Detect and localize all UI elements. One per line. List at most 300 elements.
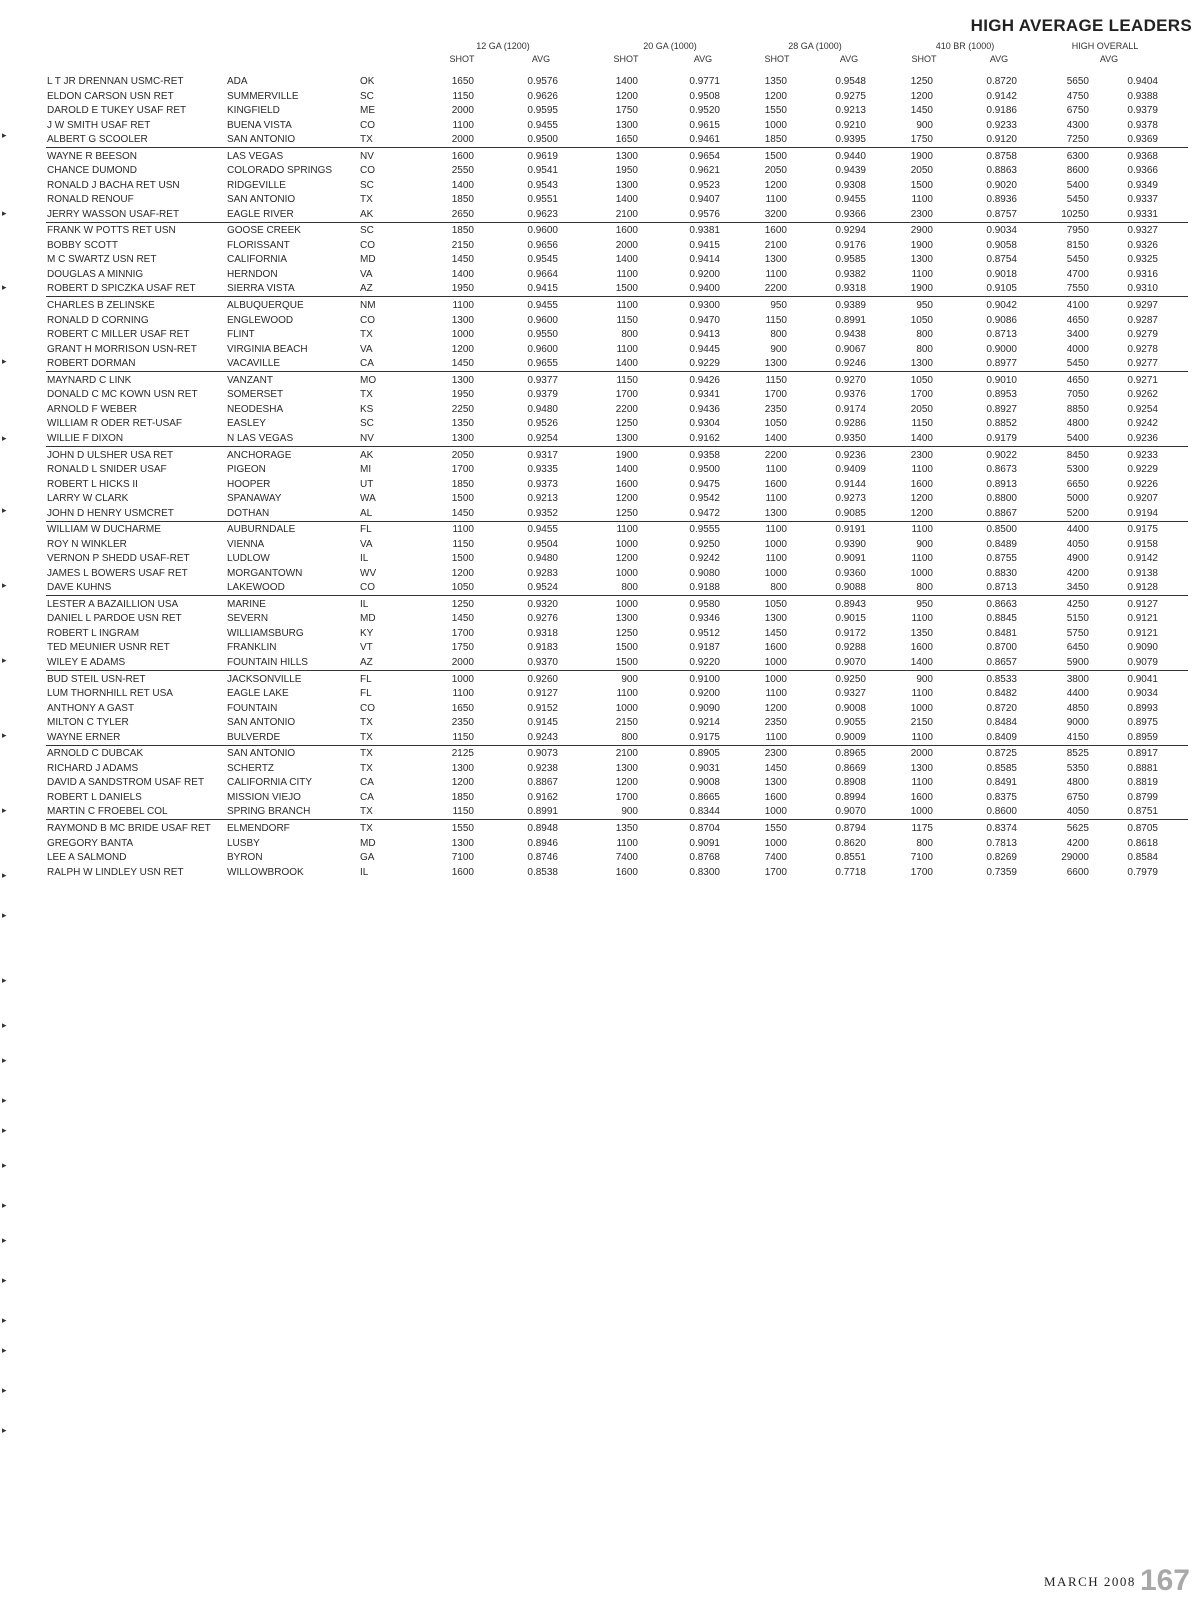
410br-avg-cell: 0.9034 — [986, 225, 1017, 237]
gauge-header: 28 GA (1000) — [788, 41, 842, 51]
12ga-avg-cell: 0.9335 — [527, 464, 558, 475]
shooter-name-cell: M C SWARTZ USN RET — [47, 254, 157, 266]
city-cell: VANZANT — [227, 374, 273, 386]
gauge-header: 410 BR (1000) — [935, 41, 995, 51]
410br-shot-cell: 1450 — [910, 105, 933, 116]
shooter-name-cell: WILEY E ADAMS — [47, 656, 126, 668]
410br-shot-cell: 1900 — [910, 239, 933, 251]
12ga-shot-cell: 2650 — [451, 208, 474, 220]
28ga-shot-cell: 1500 — [764, 150, 787, 162]
12ga-avg-cell: 0.9377 — [527, 374, 558, 386]
12ga-shot-cell: 1650 — [451, 76, 474, 87]
overall-avg-cell: 0.9121 — [1127, 613, 1158, 625]
20ga-avg-cell: 0.9229 — [689, 358, 720, 370]
20ga-avg-cell: 0.9436 — [689, 403, 720, 415]
12ga-avg-cell: 0.9145 — [527, 717, 558, 729]
city-cell: BYRON — [227, 852, 263, 863]
12ga-shot-cell: 1600 — [451, 150, 474, 162]
state-cell: ME — [360, 105, 375, 116]
shooter-name-cell: ROBERT D SPICZKA USAF RET — [47, 283, 196, 295]
28ga-shot-cell: 800 — [770, 329, 787, 341]
28ga-avg-cell: 0.9210 — [835, 119, 866, 131]
28ga-shot-cell: 1100 — [765, 268, 787, 280]
overall-avg-cell: 0.9127 — [1127, 598, 1158, 610]
28ga-avg-cell: 0.9327 — [835, 688, 866, 700]
state-cell: NM — [360, 300, 376, 312]
12ga-avg-cell: 0.9152 — [527, 702, 558, 714]
12ga-shot-cell: 1300 — [451, 762, 474, 774]
subheader: AVG — [531, 54, 551, 64]
410br-avg-cell: 0.9179 — [986, 432, 1017, 444]
state-cell: VA — [360, 538, 373, 550]
shooter-name-cell: MAYNARD C LINK — [47, 374, 132, 386]
20ga-avg-cell: 0.9576 — [689, 208, 720, 220]
group-divider — [46, 521, 1188, 522]
shooter-name-cell: MILTON C TYLER — [47, 717, 129, 729]
margin-tick: ▸ — [2, 975, 7, 985]
shooter-name-cell: WAYNE R BEESON — [47, 150, 138, 162]
overall-shot-cell: 9000 — [1066, 717, 1089, 729]
410br-avg-cell: 0.9022 — [986, 449, 1017, 461]
410br-avg-cell: 0.8482 — [986, 688, 1017, 700]
410br-shot-cell: 1200 — [910, 90, 933, 102]
28ga-avg-cell: 0.9088 — [835, 582, 866, 594]
state-cell: IL — [360, 598, 369, 610]
12ga-avg-cell: 0.9600 — [527, 314, 558, 326]
12ga-avg-cell: 0.9276 — [527, 613, 558, 625]
city-cell: ANCHORAGE — [227, 449, 292, 461]
state-cell: SC — [360, 225, 374, 237]
410br-avg-cell: 0.8481 — [986, 627, 1017, 639]
state-cell: WA — [360, 493, 376, 504]
28ga-avg-cell: 0.9067 — [835, 343, 866, 355]
28ga-avg-cell: 0.8551 — [835, 852, 866, 863]
20ga-shot-cell: 1650 — [615, 134, 638, 145]
28ga-avg-cell: 0.9308 — [835, 179, 866, 191]
overall-shot-cell: 4050 — [1066, 538, 1089, 550]
12ga-avg-cell: 0.8991 — [527, 806, 558, 818]
12ga-shot-cell: 1650 — [451, 702, 474, 714]
12ga-shot-cell: 1850 — [451, 478, 474, 490]
20ga-shot-cell: 1600 — [615, 478, 638, 490]
20ga-avg-cell: 0.9400 — [689, 283, 720, 295]
margin-tick: ▸ — [2, 433, 7, 443]
20ga-avg-cell: 0.9542 — [689, 493, 720, 504]
shooter-name-cell: ANTHONY A GAST — [47, 702, 135, 714]
12ga-shot-cell: 1500 — [451, 553, 474, 565]
12ga-avg-cell: 0.9455 — [527, 119, 558, 131]
city-cell: EASLEY — [227, 418, 266, 430]
overall-avg-cell: 0.9079 — [1127, 656, 1158, 668]
overall-avg-cell: 0.9325 — [1127, 254, 1158, 266]
state-cell: MD — [360, 613, 376, 625]
410br-shot-cell: 1200 — [910, 507, 933, 519]
20ga-avg-cell: 0.9031 — [689, 762, 720, 774]
group-divider — [46, 819, 1188, 820]
margin-tick: ▸ — [2, 1200, 7, 1210]
overall-shot-cell: 6600 — [1066, 866, 1089, 878]
28ga-shot-cell: 1600 — [764, 791, 787, 803]
28ga-shot-cell: 1300 — [764, 613, 787, 625]
overall-shot-cell: 8525 — [1066, 748, 1089, 760]
410br-avg-cell: 0.9042 — [986, 300, 1017, 312]
28ga-shot-cell: 2100 — [764, 239, 787, 251]
12ga-shot-cell: 2550 — [451, 165, 474, 177]
20ga-avg-cell: 0.9500 — [689, 464, 720, 475]
state-cell: OK — [360, 76, 375, 87]
shooter-name-cell: TED MEUNIER USNR RET — [47, 642, 170, 654]
overall-shot-cell: 6300 — [1066, 150, 1089, 162]
city-cell: VACAVILLE — [227, 358, 280, 370]
group-divider — [46, 670, 1188, 671]
overall-avg-cell: 0.9142 — [1127, 553, 1158, 565]
20ga-avg-cell: 0.9250 — [689, 538, 720, 550]
overall-avg-cell: 0.8917 — [1127, 748, 1158, 760]
20ga-avg-cell: 0.9414 — [689, 254, 720, 266]
city-cell: EAGLE LAKE — [227, 688, 289, 700]
12ga-avg-cell: 0.9260 — [527, 673, 558, 685]
city-cell: FRANKLIN — [227, 642, 277, 654]
overall-avg-cell: 0.9326 — [1127, 239, 1158, 251]
shooter-name-cell: DAVE KUHNS — [47, 582, 112, 594]
410br-shot-cell: 2050 — [910, 165, 933, 177]
410br-shot-cell: 900 — [916, 119, 933, 131]
state-cell: CA — [360, 358, 374, 370]
city-cell: WILLOWBROOK — [227, 866, 304, 878]
overall-shot-cell: 5400 — [1066, 179, 1089, 191]
city-cell: LAKEWOOD — [227, 582, 285, 594]
20ga-avg-cell: 0.9090 — [689, 702, 720, 714]
city-cell: SEVERN — [227, 613, 269, 625]
28ga-avg-cell: 0.9350 — [835, 432, 866, 444]
overall-shot-cell: 4650 — [1066, 374, 1089, 386]
subheader: AVG — [989, 54, 1009, 64]
12ga-shot-cell: 1450 — [451, 358, 474, 370]
28ga-avg-cell: 0.8991 — [835, 314, 866, 326]
410br-avg-cell: 0.7813 — [986, 837, 1017, 849]
12ga-shot-cell: 2350 — [451, 717, 474, 729]
28ga-avg-cell: 0.9585 — [835, 254, 866, 266]
20ga-shot-cell: 800 — [621, 329, 638, 341]
overall-avg-cell: 0.9138 — [1127, 567, 1158, 579]
overall-shot-cell: 6750 — [1066, 791, 1089, 803]
city-cell: SOMERSET — [227, 389, 284, 401]
margin-tick: ▸ — [2, 356, 7, 366]
shooter-name-cell: L T JR DRENNAN USMC-RET — [47, 76, 184, 87]
28ga-shot-cell: 1000 — [764, 538, 787, 550]
20ga-avg-cell: 0.9188 — [689, 582, 720, 594]
overall-avg-cell: 0.9262 — [1127, 389, 1158, 401]
overall-avg-cell: 0.9337 — [1127, 194, 1158, 206]
12ga-avg-cell: 0.9073 — [527, 748, 558, 760]
state-cell: KS — [360, 403, 374, 415]
margin-tick: ▸ — [2, 580, 7, 590]
city-cell: WILLIAMSBURG — [227, 627, 304, 639]
overall-avg-cell: 0.9271 — [1127, 374, 1158, 386]
margin-tick: ▸ — [2, 1160, 7, 1170]
margin-tick: ▸ — [2, 1055, 7, 1065]
overall-avg-cell: 0.9369 — [1127, 134, 1158, 145]
overall-avg-cell: 0.9316 — [1127, 268, 1158, 280]
overall-avg-cell: 0.8993 — [1127, 702, 1158, 714]
margin-tick: ▸ — [2, 1345, 7, 1355]
12ga-avg-cell: 0.9379 — [527, 389, 558, 401]
28ga-shot-cell: 1000 — [764, 656, 787, 668]
28ga-shot-cell: 1300 — [764, 254, 787, 266]
city-cell: FLINT — [227, 329, 255, 341]
city-cell: BULVERDE — [227, 731, 281, 743]
12ga-shot-cell: 1450 — [451, 507, 474, 519]
28ga-avg-cell: 0.8794 — [835, 823, 866, 834]
shooter-name-cell: BUD STEIL USN-RET — [47, 673, 146, 685]
overall-shot-cell: 4400 — [1066, 688, 1089, 700]
410br-shot-cell: 2300 — [910, 449, 933, 461]
410br-avg-cell: 0.8845 — [986, 613, 1017, 625]
city-cell: KINGFIELD — [227, 105, 280, 116]
12ga-shot-cell: 2000 — [451, 105, 474, 116]
overall-avg-cell: 0.9277 — [1127, 358, 1158, 370]
410br-avg-cell: 0.8663 — [986, 598, 1017, 610]
20ga-shot-cell: 1400 — [615, 464, 638, 475]
12ga-avg-cell: 0.9162 — [527, 791, 558, 803]
12ga-avg-cell: 0.9373 — [527, 478, 558, 490]
28ga-avg-cell: 0.9455 — [835, 194, 866, 206]
20ga-avg-cell: 0.9555 — [689, 524, 720, 536]
20ga-shot-cell: 800 — [621, 731, 638, 743]
shooter-name-cell: LEE A SALMOND — [47, 852, 127, 863]
overall-shot-cell: 5400 — [1066, 432, 1089, 444]
20ga-avg-cell: 0.9523 — [689, 179, 720, 191]
state-cell: TX — [360, 806, 373, 818]
410br-avg-cell: 0.8484 — [986, 717, 1017, 729]
overall-shot-cell: 7050 — [1066, 389, 1089, 401]
overall-shot-cell: 6750 — [1066, 105, 1089, 116]
shooter-name-cell: BOBBY SCOTT — [47, 239, 118, 251]
410br-shot-cell: 1000 — [910, 702, 933, 714]
28ga-shot-cell: 3200 — [764, 208, 787, 220]
overall-avg-cell: 0.9310 — [1127, 283, 1158, 295]
410br-avg-cell: 0.8700 — [986, 642, 1017, 654]
shooter-name-cell: JERRY WASSON USAF-RET — [47, 208, 180, 220]
410br-avg-cell: 0.8758 — [986, 150, 1017, 162]
overall-avg-cell: 0.9233 — [1127, 449, 1158, 461]
410br-shot-cell: 1100 — [911, 194, 933, 206]
28ga-avg-cell: 0.9270 — [835, 374, 866, 386]
20ga-avg-cell: 0.9621 — [689, 165, 720, 177]
28ga-avg-cell: 0.9191 — [835, 524, 866, 536]
overall-shot-cell: 5625 — [1066, 823, 1089, 834]
gauge-header: 20 GA (1000) — [643, 41, 697, 51]
overall-avg-cell: 0.9388 — [1127, 90, 1158, 102]
city-cell: FLORISSANT — [227, 239, 290, 251]
410br-avg-cell: 0.9233 — [986, 119, 1017, 131]
gauge-header: HIGH OVERALL — [1071, 41, 1139, 51]
state-cell: MI — [360, 464, 372, 475]
city-cell: VIRGINIA BEACH — [227, 343, 308, 355]
overall-shot-cell: 4250 — [1066, 598, 1089, 610]
state-cell: MO — [360, 374, 377, 386]
shooter-name-cell: DONALD C MC KOWN USN RET — [47, 389, 198, 401]
overall-avg-cell: 0.9207 — [1127, 493, 1158, 504]
12ga-shot-cell: 2000 — [451, 656, 474, 668]
12ga-avg-cell: 0.9664 — [527, 268, 558, 280]
28ga-avg-cell: 0.9389 — [835, 300, 866, 312]
overall-shot-cell: 5150 — [1066, 613, 1089, 625]
overall-shot-cell: 4050 — [1066, 806, 1089, 818]
410br-avg-cell: 0.9058 — [986, 239, 1017, 251]
410br-shot-cell: 1100 — [911, 777, 933, 789]
margin-tick: ▸ — [2, 1425, 7, 1435]
20ga-avg-cell: 0.9508 — [689, 90, 720, 102]
shooter-name-cell: JAMES L BOWERS USAF RET — [47, 567, 188, 579]
12ga-shot-cell: 1700 — [451, 464, 474, 475]
28ga-shot-cell: 2200 — [764, 283, 787, 295]
overall-avg-cell: 0.9158 — [1127, 538, 1158, 550]
28ga-shot-cell: 1450 — [764, 627, 787, 639]
20ga-shot-cell: 1600 — [615, 866, 638, 878]
state-cell: KY — [360, 627, 374, 639]
410br-shot-cell: 1600 — [910, 642, 933, 654]
city-cell: JACKSONVILLE — [227, 673, 302, 685]
12ga-avg-cell: 0.9600 — [527, 225, 558, 237]
margin-tick: ▸ — [2, 910, 7, 920]
city-cell: SPRING BRANCH — [227, 806, 311, 818]
28ga-avg-cell: 0.9015 — [835, 613, 866, 625]
state-cell: AK — [360, 208, 374, 220]
20ga-shot-cell: 1750 — [615, 105, 638, 116]
state-cell: TX — [360, 194, 373, 206]
20ga-avg-cell: 0.8768 — [689, 852, 720, 863]
12ga-shot-cell: 1850 — [451, 225, 474, 237]
410br-shot-cell: 1100 — [911, 524, 933, 536]
state-cell: CO — [360, 239, 375, 251]
28ga-avg-cell: 0.8994 — [835, 791, 866, 803]
overall-avg-cell: 0.8819 — [1127, 777, 1158, 789]
margin-tick: ▸ — [2, 208, 7, 218]
410br-avg-cell: 0.9010 — [986, 374, 1017, 386]
410br-avg-cell: 0.9000 — [986, 343, 1017, 355]
20ga-shot-cell: 1300 — [615, 179, 638, 191]
shooter-name-cell: JOHN D HENRY USMCRET — [47, 507, 174, 519]
shooter-name-cell: GRANT H MORRISON USN-RET — [47, 343, 197, 355]
state-cell: TX — [360, 823, 373, 834]
shooter-name-cell: VERNON P SHEDD USAF-RET — [47, 553, 190, 565]
20ga-shot-cell: 1100 — [616, 837, 638, 849]
city-cell: PIGEON — [227, 464, 266, 475]
city-cell: LUDLOW — [227, 553, 270, 565]
410br-shot-cell: 1250 — [910, 76, 933, 87]
410br-shot-cell: 1100 — [911, 613, 933, 625]
12ga-avg-cell: 0.8948 — [527, 823, 558, 834]
12ga-avg-cell: 0.9183 — [527, 642, 558, 654]
margin-tick: ▸ — [2, 655, 7, 665]
12ga-shot-cell: 1100 — [452, 688, 474, 700]
shooter-name-cell: J W SMITH USAF RET — [47, 119, 151, 131]
20ga-avg-cell: 0.8905 — [689, 748, 720, 760]
20ga-avg-cell: 0.9346 — [689, 613, 720, 625]
410br-shot-cell: 1700 — [910, 866, 933, 878]
28ga-avg-cell: 0.9070 — [835, 656, 866, 668]
410br-avg-cell: 0.8585 — [986, 762, 1017, 774]
overall-shot-cell: 7550 — [1066, 283, 1089, 295]
12ga-shot-cell: 1450 — [451, 613, 474, 625]
20ga-avg-cell: 0.9771 — [689, 76, 720, 87]
city-cell: DOTHAN — [227, 507, 270, 519]
410br-shot-cell: 1700 — [910, 389, 933, 401]
margin-tick: ▸ — [2, 1125, 7, 1135]
margin-tick: ▸ — [2, 1315, 7, 1325]
20ga-shot-cell: 1150 — [616, 314, 638, 326]
page-footer — [1044, 1564, 1190, 1598]
state-cell: AK — [360, 449, 374, 461]
shooter-name-cell: RONALD J BACHA RET USN — [47, 179, 180, 191]
overall-avg-cell: 0.9331 — [1127, 208, 1158, 220]
margin-tick: ▸ — [2, 505, 7, 515]
12ga-avg-cell: 0.9480 — [527, 403, 558, 415]
20ga-avg-cell: 0.9426 — [689, 374, 720, 386]
410br-shot-cell: 950 — [916, 598, 933, 610]
28ga-avg-cell: 0.9360 — [835, 567, 866, 579]
28ga-avg-cell: 0.9213 — [835, 105, 866, 116]
410br-avg-cell: 0.8754 — [986, 254, 1017, 266]
city-cell: FOUNTAIN — [227, 702, 278, 714]
28ga-shot-cell: 1000 — [764, 119, 787, 131]
410br-shot-cell: 1300 — [910, 254, 933, 266]
28ga-shot-cell: 1100 — [765, 493, 787, 504]
20ga-shot-cell: 1400 — [615, 358, 638, 370]
12ga-shot-cell: 1400 — [451, 268, 474, 280]
410br-shot-cell: 1500 — [910, 179, 933, 191]
overall-avg-cell: 0.9287 — [1127, 314, 1158, 326]
28ga-avg-cell: 0.9236 — [835, 449, 866, 461]
20ga-avg-cell: 0.9162 — [689, 432, 720, 444]
410br-avg-cell: 0.8713 — [986, 582, 1017, 594]
city-cell: SAN ANTONIO — [227, 748, 296, 760]
20ga-avg-cell: 0.9413 — [689, 329, 720, 341]
overall-shot-cell: 3450 — [1066, 582, 1089, 594]
12ga-avg-cell: 0.9545 — [527, 254, 558, 266]
12ga-shot-cell: 1150 — [452, 538, 474, 550]
20ga-shot-cell: 1100 — [616, 343, 638, 355]
20ga-avg-cell: 0.9654 — [689, 150, 720, 162]
20ga-avg-cell: 0.9341 — [689, 389, 720, 401]
28ga-avg-cell: 0.8908 — [835, 777, 866, 789]
20ga-shot-cell: 2200 — [615, 403, 638, 415]
410br-avg-cell: 0.8374 — [986, 823, 1017, 834]
overall-avg-cell: 0.9175 — [1127, 524, 1158, 536]
shooter-name-cell: ROBERT L DANIELS — [47, 791, 142, 803]
28ga-shot-cell: 1100 — [765, 464, 787, 475]
shooter-name-cell: ALBERT G SCOOLER — [47, 134, 148, 145]
shooter-name-cell: DOUGLAS A MINNIG — [47, 268, 144, 280]
group-divider — [46, 222, 1188, 223]
overall-shot-cell: 7950 — [1066, 225, 1089, 237]
overall-avg-cell: 0.8705 — [1127, 823, 1158, 834]
28ga-shot-cell: 1100 — [765, 524, 787, 536]
state-cell: CA — [360, 777, 374, 789]
20ga-shot-cell: 1300 — [615, 432, 638, 444]
state-cell: FL — [360, 673, 372, 685]
city-cell: MARINE — [227, 598, 266, 610]
state-cell: TX — [360, 329, 373, 341]
overall-shot-cell: 4800 — [1066, 777, 1089, 789]
28ga-shot-cell: 2200 — [764, 449, 787, 461]
state-cell: CA — [360, 791, 374, 803]
20ga-shot-cell: 1500 — [615, 283, 638, 295]
410br-avg-cell: 0.9086 — [986, 314, 1017, 326]
overall-avg-cell: 0.9121 — [1127, 627, 1158, 639]
state-cell: CO — [360, 582, 375, 594]
